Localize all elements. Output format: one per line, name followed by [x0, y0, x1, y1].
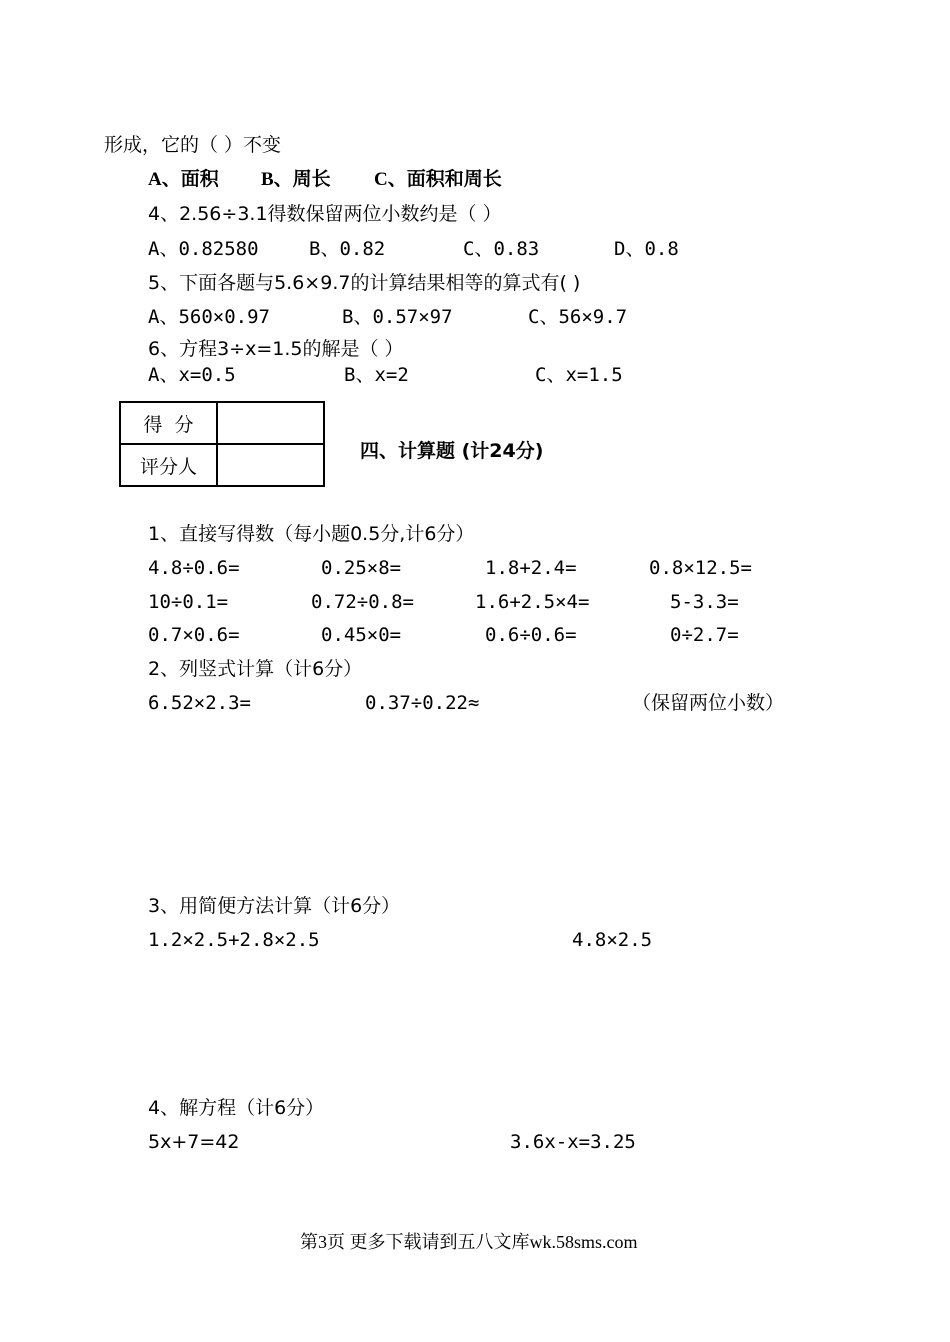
vertical-calc-item: 0.37÷0.22≈: [365, 692, 480, 714]
question-6-stem: 6、方程3÷x=1.5的解是（ ）: [148, 338, 404, 360]
calc-item: 0.7×0.6=: [148, 624, 240, 646]
score-value-cell[interactable]: [217, 402, 324, 444]
equation-item: 3.6x-x=3.25: [510, 1131, 636, 1153]
question-5-option-c: C、56×9.7: [528, 306, 628, 328]
question-5-stem: 5、下面各题与5.6×9.7的计算结果相等的算式有( ): [148, 272, 581, 294]
calc-item: 0÷2.7=: [670, 624, 739, 646]
simplify-item: 4.8×2.5: [572, 929, 653, 951]
calc-item: 0.72÷0.8=: [311, 591, 414, 613]
question-6-option-a: A、x=0.5: [148, 364, 236, 386]
page-footer: 第3页 更多下载请到五八文库wk.58sms.com: [300, 1232, 638, 1252]
question-3-option-c: C、面积和周长: [374, 169, 502, 190]
simplify-item: 1.2×2.5+2.8×2.5: [148, 929, 320, 951]
score-box: [119, 401, 325, 487]
calc-item: 10÷0.1=: [148, 591, 229, 613]
question-6-option-c: C、x=1.5: [535, 364, 623, 386]
calc-item: 5-3.3=: [670, 591, 739, 613]
part-2-heading: 2、列竖式计算（计6分）: [148, 658, 363, 680]
grader-value-cell[interactable]: [217, 444, 324, 486]
calc-item: 1.6+2.5×4=: [475, 591, 590, 613]
question-3-option-b: B、周长: [261, 169, 331, 190]
calc-item: 0.25×8=: [321, 557, 402, 579]
score-label: 得 分: [120, 402, 217, 444]
question-6-option-b: B、x=2: [344, 364, 409, 386]
question-5-option-a: A、560×0.97: [148, 306, 270, 328]
part-3-heading: 3、用简便方法计算（计6分）: [148, 895, 401, 917]
grader-label: 评分人: [120, 444, 217, 486]
part-4-heading: 4、解方程（计6分）: [148, 1097, 325, 1119]
question-5-option-b: B、0.57×97: [342, 306, 453, 328]
rounding-note: （保留两位小数）: [632, 692, 785, 714]
question-4-stem: 4、2.56÷3.1得数保留两位小数约是（ ）: [148, 203, 502, 225]
question-3-option-a: A、面积: [148, 169, 219, 190]
question-4-option-a: A、0.82580: [148, 238, 259, 260]
question-4-option-c: C、0.83: [463, 238, 540, 260]
section-4-title: 四、计算题 (计24分): [360, 440, 544, 462]
calc-item: 0.6÷0.6=: [485, 624, 577, 646]
calc-item: 4.8÷0.6=: [148, 557, 240, 579]
question-4-option-b: B、0.82: [309, 238, 386, 260]
part-1-heading: 1、直接写得数（每小题0.5分,计6分）: [148, 523, 475, 545]
question-3-stem-tail: 形成，它的（ ）不变: [104, 134, 282, 156]
calc-item: 1.8+2.4=: [485, 557, 577, 579]
calc-item: 0.45×0=: [321, 624, 402, 646]
equation-item: 5x+7=42: [148, 1131, 240, 1153]
question-4-option-d: D、0.8: [614, 238, 679, 260]
calc-item: 0.8×12.5=: [649, 557, 752, 579]
vertical-calc-item: 6.52×2.3=: [148, 692, 251, 714]
